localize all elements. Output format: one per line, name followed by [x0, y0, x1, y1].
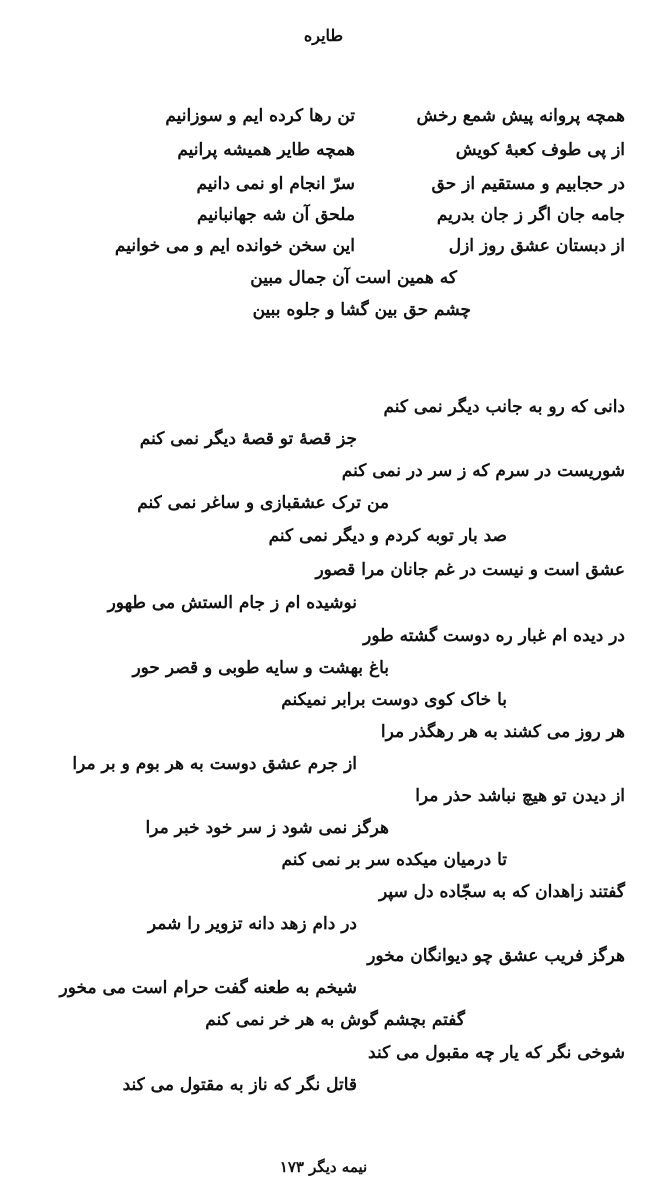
verse-right-1: همچه پروانه پیش شمع رخش [416, 106, 625, 126]
stanza-line: شوریست در سرم که ز سر در نمی کنم [341, 461, 625, 481]
stanza-line: در دام زهد دانه تزویر را شمر [147, 914, 357, 934]
verse-right-3: در حجابیم و مستقیم از حق [431, 174, 625, 194]
verse-left-1: تن رها کرده ایم و سوزانیم [165, 106, 355, 126]
stanza-line: گفتم بچشم گوش به هر خر نمی کنم [205, 1010, 465, 1030]
stanza-line: از دیدن تو هیچ نباشد حذر مرا [415, 786, 625, 806]
stanza-line: هرگز نمی شود ز سر خود خبر مرا [145, 818, 389, 838]
stanza-line: باغ بهشت و سایه طوبی و قصر حور [132, 658, 389, 678]
page-title: طایره [303, 26, 344, 45]
verse-right-5: از دبستان عشق روز ازل [448, 236, 625, 256]
verse-right-2: از پی طوف کعبهٔ کویش [455, 140, 625, 160]
closing-line-2: چشم حق بین گشا و جلوه ببین [252, 300, 471, 320]
verse-left-3: سرّ انجام او نمی دانیم [196, 174, 355, 194]
page-footer: نیمه دیگر ۱۷۳ [279, 1158, 368, 1176]
stanza-line: نوشیده ام ز جام الستش می طهور [107, 593, 357, 613]
stanza-line: قاتل نگر که ناز به مقتول می کند [122, 1075, 357, 1095]
closing-line-1: که همین است آن جمال مبین [250, 268, 457, 288]
stanza-line: جز قصهٔ تو قصهٔ دیگر نمی کنم [139, 429, 357, 449]
stanza-line: تا درمیان میکده سر بر نمی کنم [281, 850, 507, 870]
verse-left-2: همچه طایر همیشه پرانیم [177, 140, 355, 160]
stanza-line: دانی که رو به جانب دیگر نمی کنم [383, 397, 625, 417]
stanza-line: هرگز فریب عشق چو دیوانگان مخور [367, 946, 625, 966]
stanza-line: گفتند زاهدان که به سجّاده دل سپر [378, 882, 625, 902]
verse-left-5: این سخن خوانده ایم و می خوانیم [114, 236, 355, 256]
stanza-line: صد بار توبه کردم و دیگر نمی کنم [268, 526, 507, 546]
stanza-line: در دیده ام غبار ره دوست گشته طور [363, 626, 625, 646]
stanza-line: عشق است و نیست در غم جانان مرا قصور [315, 560, 625, 580]
stanza-line: من ترک عشقبازی و ساغر نمی کنم [137, 493, 389, 513]
stanza-line: هر روز می کشند به هر رهگذر مرا [380, 722, 625, 742]
verse-right-4: جامه جان اگر ز جان بدریم [436, 205, 625, 225]
stanza-line: شیخم به طعنه گفت حرام است می مخور [59, 978, 357, 998]
stanza-line: با خاک کوی دوست برابر نمیکنم [281, 690, 507, 710]
stanza-line: از جرم عشق دوست به هر بوم و بر مرا [72, 754, 357, 774]
stanza-line: شوخی نگر که یار چه مقبول می کند [368, 1043, 625, 1063]
verse-left-4: ملحق آن شه جهانبانیم [197, 205, 355, 225]
